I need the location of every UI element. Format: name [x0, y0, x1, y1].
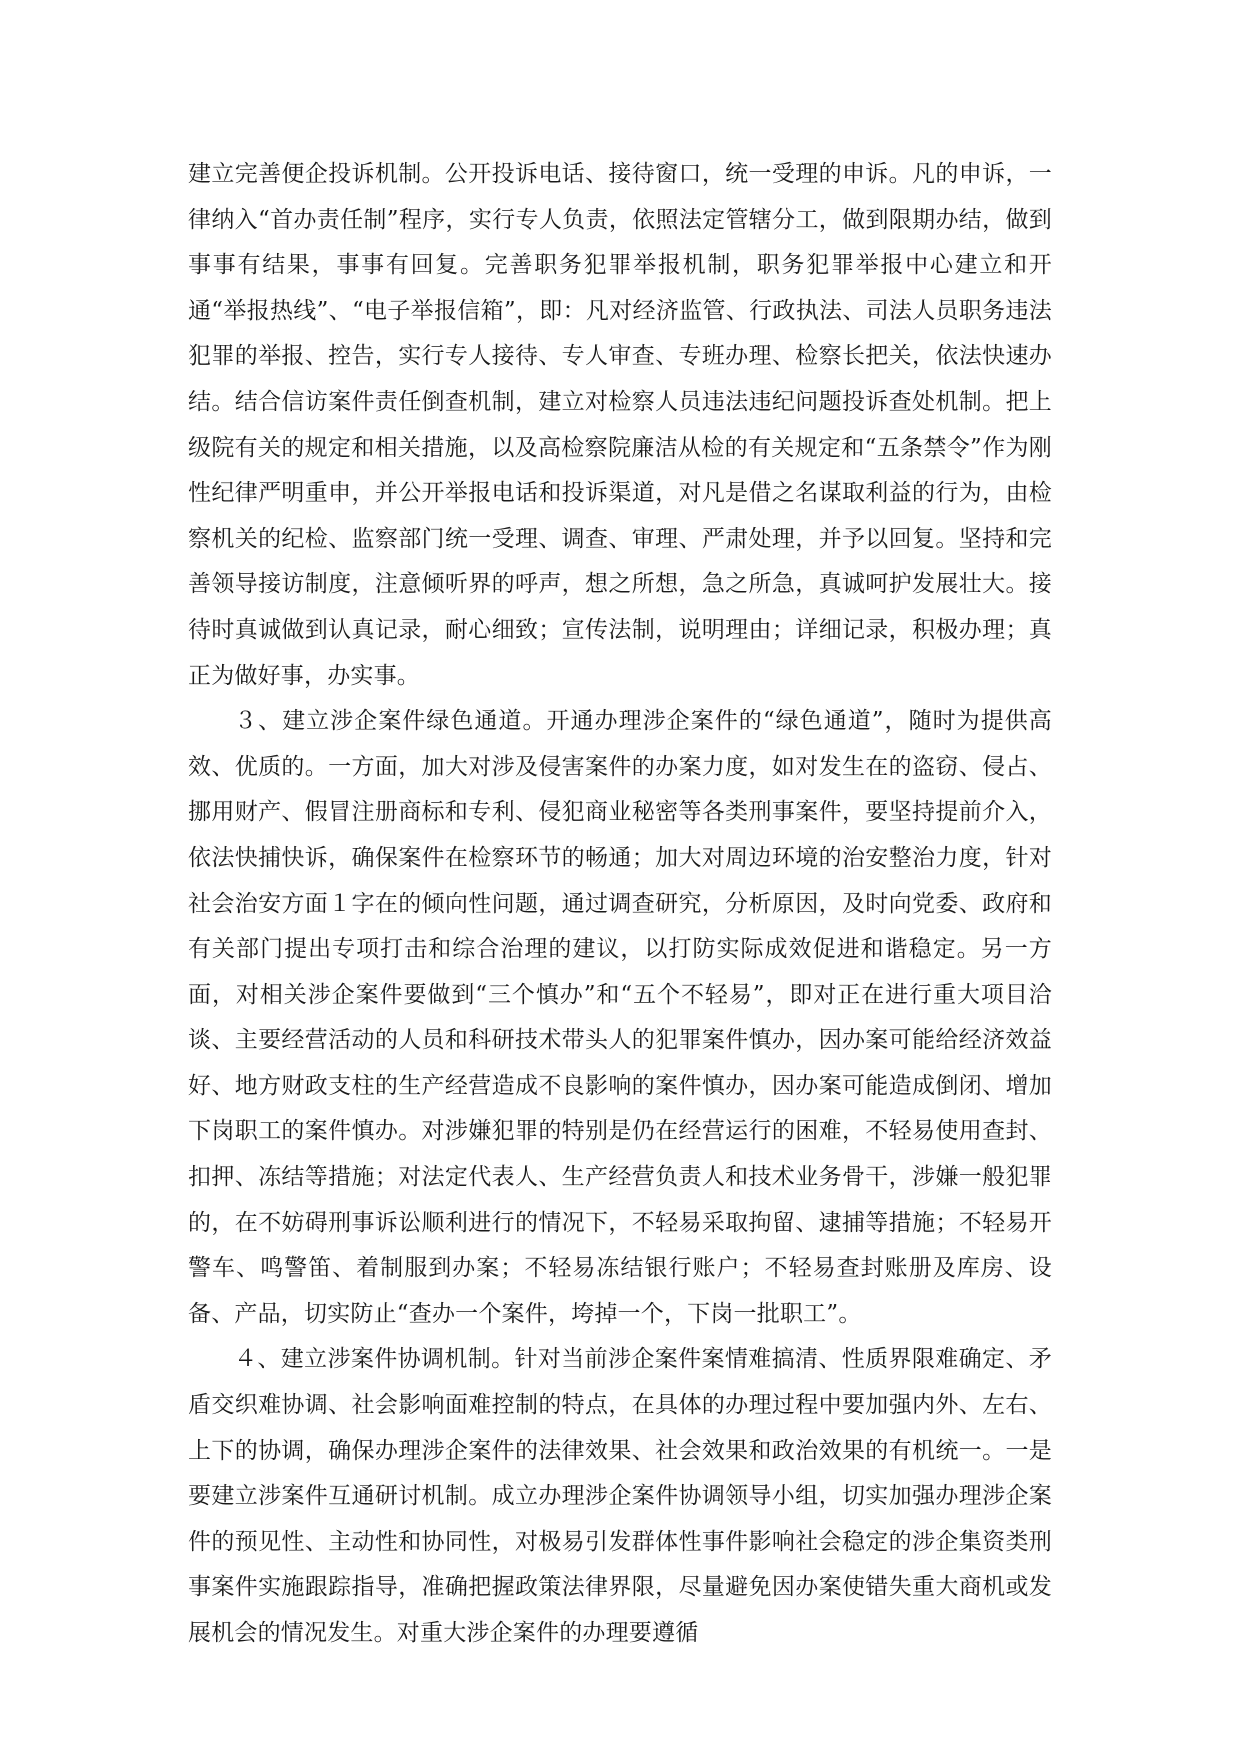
document-page — [188, 152, 1052, 1657]
paragraph-coordination-mechanism: ４、建立涉案件协调机制。针对当前涉企案件案情难搞清、性质界限难确定、矛盾交织难协调、社会影响面难控制的特点，在具体的办理过程中要加强内外、左右、上下的协调，确保办理涉企案件的法律效果、社会效果和政治效果的有机统一。一是要建立涉案件互通研讨机制。成立办理涉企案件协调领导小组，切实加强办理涉企案件的预见性、主动性和协同性，对极易引发群体性事件影响社会稳定的涉企集资类刑事案件实施跟踪指导，准确把握政策法律界限，尽量避免因办案使错失重大商机或发展机会的情况发生。对重大涉企案件的办理要遵循 — [188, 1346, 1052, 1646]
paragraph-green-channel: ３、建立涉企案件绿色通道。开通办理涉企案件的“绿色通道”，随时为提供高效、优质的。一方面，加大对涉及侵害案件的办案力度，如对发生在的盗窃、侵占、挪用财产、假冒注册商标和专利、侵犯商业秘密等各类刑事案件，要坚持提前介入，依法快捕快诉，确保案件在检察环节的畅通；加大对周边环境的治安整治力度，针对社会治安方面１字在的倾向性问题，通过调查研究，分析原因，及时向党委、政府和有关部门提出专项打击和综合治理的建议，以打防实际成效促进和谐稳定。另一方面，对相关涉企案件要做到“三个慎办”和“五个不轻易”，即对正在进行重大项目洽谈、主要经营活动的人员和科研技术带头人的犯罪案件慎办，因办案可能给经济效益好、地方财政支柱的生产经营造成不良影响的案件慎办，因办案可能造成倒闭、增加下岗职工的案件慎办。对涉嫌犯罪的特别是仍在经营运行的困难，不轻易使用查封、扣押、冻结等措施；对法定代表人、生产经营负责人和技术业务骨干，涉嫌一般犯罪的，在不妨碍刑事诉讼顺利进行的情况下，不轻易采取拘留、逮捕等措施；不轻易开警车、鸣警笛、着制服到办案；不轻易冻结银行账户；不轻易查封账册及库房、设备、产品，切实防止“查办一个案件，垮掉一个，下岗一批职工”。 — [188, 708, 1052, 1327]
paragraph-complaint-mechanism: 建立完善便企投诉机制。公开投诉电话、接待窗口，统一受理的申诉。凡的申诉，一律纳入“首办责任制”程序，实行专人负责，依照法定管辖分工，做到限期办结，做到事事有结果，事事有回复。完善职务犯罪举报机制，职务犯罪举报中心建立和开通“举报热线”、“电子举报信箱”，即：凡对经济监管、行政执法、司法人员职务违法犯罪的举报、控告，实行专人接待、专人审查、专班办理、检察长把关，依法快速办结。结合信访案件责任倒查机制，建立对检察人员违法违纪问题投诉查处机制。把上级院有关的规定和相关措施，以及高检察院廉洁从检的有关规定和“五条禁令”作为刚性纪律严明重申，并公开举报电话和投诉渠道，对凡是借之名谋取利益的行为，由检察机关的纪检、监察部门统一受理、调查、审理、严肃处理，并予以回复。坚持和完善领导接访制度，注意倾听界的呼声，想之所想，急之所急，真诚呵护发展壮大。接待时真诚做到认真记录，耐心细致；宣传法制，说明理由；详细记录，积极办理；真正为做好事，办实事。 — [188, 161, 1052, 689]
